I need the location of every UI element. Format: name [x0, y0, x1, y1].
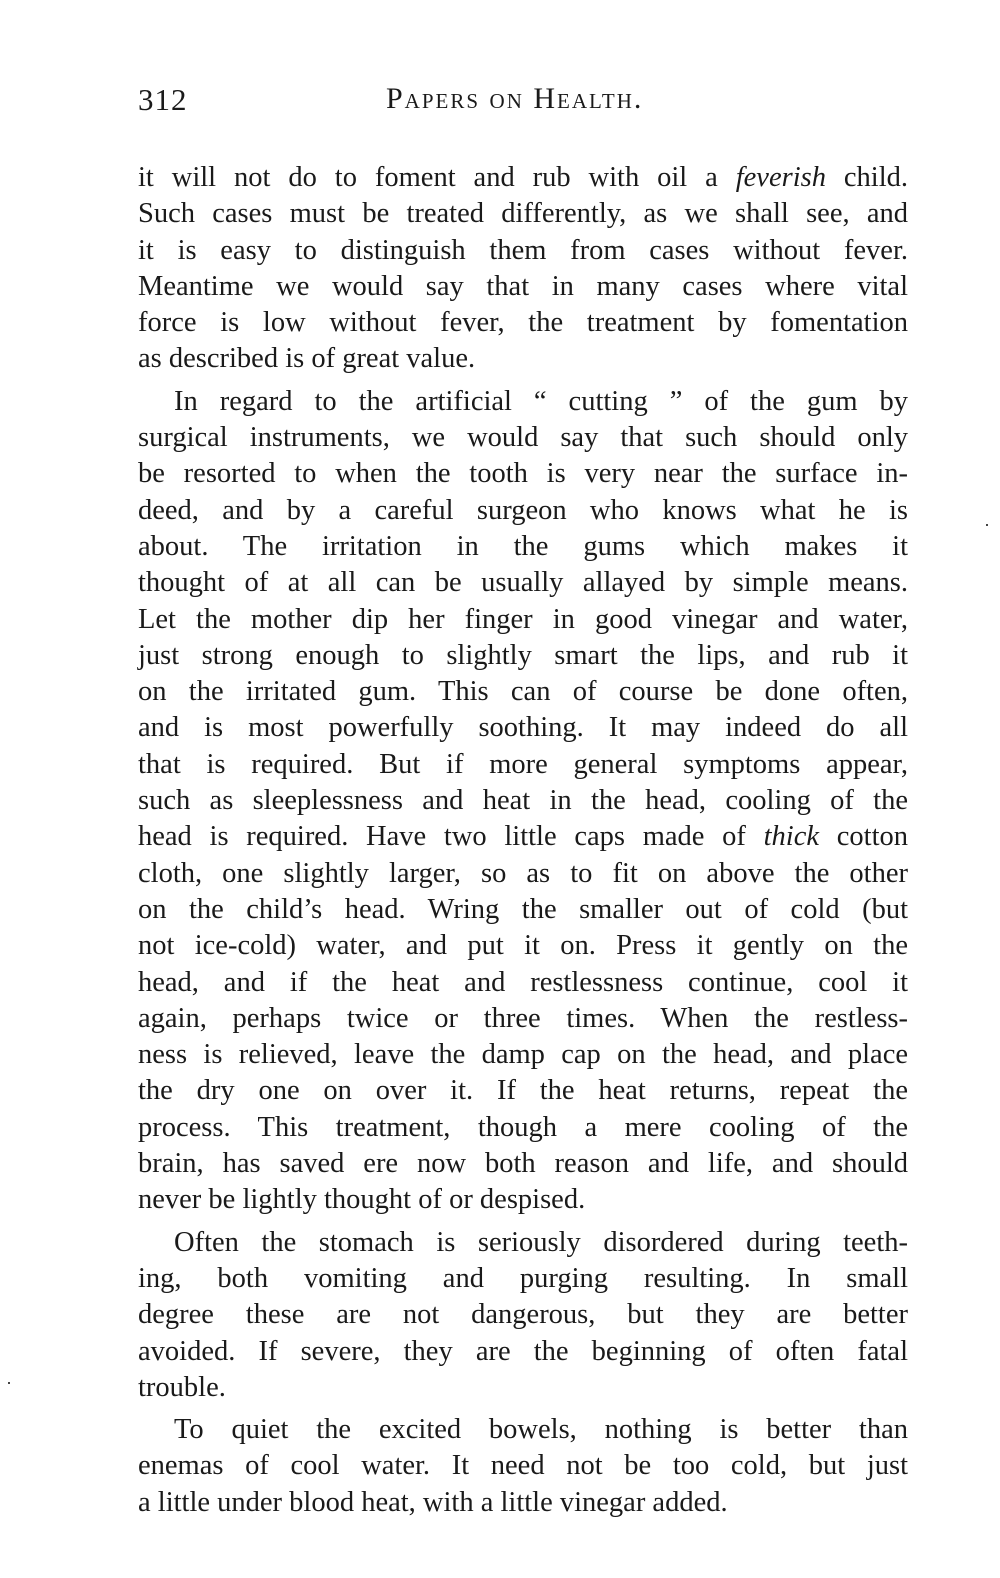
line-segment: it will not do to foment and rub with oil a: [138, 162, 736, 193]
page-number: 312: [138, 82, 188, 117]
text-line: In regard to the artificial “ cutting ” of the gum by: [174, 385, 908, 417]
text-line: enemas of cool water. It need not be too cold, but just: [138, 1450, 908, 1482]
text-line: Such cases must be treated differently, as we shall see, and: [138, 198, 908, 230]
text-line: Meantime we would say that in many cases where vital: [138, 270, 908, 302]
text-line: on the child’s head. Wring the smaller out of cold (but: [138, 893, 908, 925]
text-line: again, perhaps twice or three times. When the restless-: [138, 1002, 908, 1034]
text-line: process. This treatment, though a mere cooling of the: [138, 1111, 908, 1143]
running-head: [138, 82, 908, 132]
text-line: cloth, one slightly larger, so as to fit on above the other: [138, 857, 908, 889]
italic-word: thick: [763, 821, 820, 853]
text-line: avoided. If severe, they are the beginning of often fatal: [138, 1335, 908, 1367]
running-title: Papers on Health.: [386, 82, 644, 115]
text-line: ness is relieved, leave the damp cap on the head, and place: [138, 1039, 908, 1071]
line-segment: cotton: [819, 821, 908, 853]
text-line: trouble.: [138, 1371, 226, 1403]
text-line: head, and if the heat and restlessness continue, cool it: [138, 966, 908, 998]
text-line: not ice-cold) water, and put it on. Press it gently on the: [138, 930, 908, 962]
print-speck: [8, 1382, 10, 1384]
text-line: ing, both vomiting and purging resulting. In small: [138, 1262, 908, 1294]
text-line: be resorted to when the tooth is very near the surface in-: [138, 458, 908, 490]
text-line: it is easy to distinguish them from cases without fever.: [138, 234, 908, 266]
paragraph: [138, 1412, 908, 1521]
text-line: force is low without fever, the treatment by fomentation: [138, 307, 908, 339]
text-line: [138, 160, 908, 196]
text-line: that is required. But if more general symptoms appear,: [138, 748, 908, 780]
italic-word: feverish: [735, 162, 826, 193]
text-line: surgical instruments, we would say that such should only: [138, 422, 908, 454]
paragraph: [138, 1225, 908, 1406]
text-line: as described is of great value.: [138, 343, 476, 375]
paragraph: [138, 160, 908, 378]
text-line: [138, 819, 908, 855]
text-line: deed, and by a careful surgeon who knows what he is: [138, 494, 908, 526]
text-line: Often the stomach is seriously disordered during teeth-: [174, 1226, 908, 1258]
text-line: degree these are not dangerous, but they are better: [138, 1299, 908, 1331]
line-segment: head is required. Have two little caps made of: [138, 821, 764, 853]
text-line: To quiet the excited bowels, nothing is better than: [174, 1414, 908, 1446]
paragraph: [138, 384, 908, 1219]
text-line: about. The irritation in the gums which makes it: [138, 530, 908, 562]
line-segment: child.: [825, 162, 908, 193]
print-speck: [986, 524, 988, 526]
text-line: thought of at all can be usually allayed by simple means.: [138, 567, 908, 599]
body-text: [138, 160, 908, 1521]
text-line: the dry one on over it. If the heat returns, repeat the: [138, 1075, 908, 1107]
text-line: and is most powerfully soothing. It may indeed do all: [138, 712, 908, 744]
text-line: a little under blood heat, with a little vinegar added.: [138, 1486, 728, 1518]
text-line: never be lightly thought of or despised.: [138, 1184, 586, 1216]
text-line: just strong enough to slightly smart the lips, and rub it: [138, 639, 908, 671]
text-line: on the irritated gum. This can of course be done often,: [138, 676, 908, 708]
text-line: Let the mother dip her finger in good vinegar and water,: [138, 603, 908, 635]
text-line: brain, has saved ere now both reason and life, and should: [138, 1148, 908, 1180]
text-line: such as sleeplessness and heat in the head, cooling of the: [138, 785, 908, 817]
